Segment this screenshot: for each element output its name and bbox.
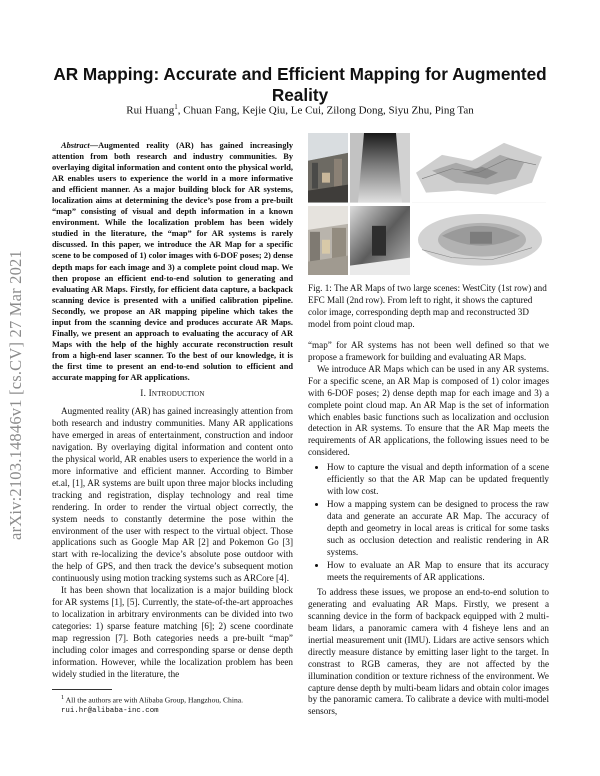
first-author: Rui Huang	[126, 104, 175, 117]
right-column	[308, 133, 549, 718]
efc-mall-color-image	[308, 206, 348, 276]
author-affiliation-mark: 1	[174, 103, 178, 111]
footnote-mark: 1	[61, 693, 65, 701]
left-column	[52, 140, 293, 716]
abstract-text: —Augmented reality (AR) has gained increasingly attention from both research and industry communities. By overlaying digital information and content onto the physical world, AR enables users to experience the world in a more informative and efficient manner. As a major building block for AR systems, localization aims at determining the device’s pose from a pre-built “map” consisting of visual and depth information in a known environment. While the localization problem has been widely studied in the literature, the “map” for AR systems is rarely discussed. In this paper, we introduce the AR Map for a specific scene to be composed of 1) color images with 6-DOF poses; 2) dense depth maps for each image and 3) a complete point cloud map. We then propose an efficient end-to-end solution to generating and evaluating AR Maps. Firstly, for efficient data capture, a backpack scanning device is presented with a unified calibration pipeline. Secondly, we propose an AR mapping pipeline which takes the input from the scanning device and produces accurate AR Maps. Finally, we present an approach to evaluating the accuracy of AR Maps with the help of the highly accurate reconstruction result from a high-end laser scanner. To the best of our knowledge, it is the first time to present an end-to-end solution to efficient and accurate mapping for AR applications.	[52, 141, 293, 382]
intro-paragraph: Augmented reality (AR) has gained increasingly attention from both research and industry communities. Many AR applications have emerged in areas of entertainment, construction and indoor navigation. By overlaying digital information and content onto the physical world, AR enables users to experience the world in a more informative and efficient manner. According to Bimber et.al, [1], AR systems are built upon three major blocks including tracking and registration, display technology and real time rendering. In order to render the virtual object correctly, the system needs to constantly determine the pose within the environment of the user with respect to the virtual object. Those applications such as Google Map AR [2] and Pokemon Go [3] start with re-localizing the device’s absolute pose outdoor with the help of GPS, and then track the device’s subsequent motion continuously using motion tracking systems such as ARCore [4].	[52, 405, 293, 584]
arxiv-identifier-stamp	[1, 230, 31, 560]
issues-bullet-list	[308, 462, 549, 584]
bullet-item: • How to evaluate an AR Map to ensure that its accuracy meets the requirements of AR applications.	[327, 560, 549, 584]
other-authors: , Chuan Fang, Kejie Qiu, Le Cui, Zilong Dong, Siyu Zhu, Ping Tan	[177, 104, 474, 117]
efc-mall-depth-map	[350, 206, 410, 276]
westcity-color-image	[308, 133, 348, 203]
figure-1-image-grid	[308, 133, 549, 275]
section-number: I.	[140, 389, 149, 400]
body-paragraph-continued: “map” for AR systems has not been well defined so that we propose a framework for building and evaluating AR Maps.	[308, 339, 549, 362]
intro-paragraph: It has been shown that localization is a major building block for AR systems [1], [5]. Currently, the state-of-the-art approaches to localization in arbitrary environments can be divided into two categories: 1) sparse feature matching [6]; 2) scene coordinate map regression [7]. Both categories needs a pre-built “map” including color images and corresponding sparse or dense depth information. However, while the localization problem has been widely studied in the literature, the	[52, 585, 293, 679]
figure-1-caption: Fig. 1: The AR Maps of two large scenes: WestCity (1st row) and EFC Mall (2nd row). From left to right, it shows the captured color image, corresponding depth map and reconstructed 3D model from point cloud map.	[308, 283, 547, 329]
section-heading-introduction	[52, 389, 293, 401]
paper-title: AR Mapping: Accurate and Efficient Mapping for Augmented Reality	[53, 64, 547, 105]
arxiv-identifier-text: arXiv:2103.14846v1 [cs.CV] 27 Mar 2021	[6, 250, 25, 540]
abstract	[52, 140, 293, 383]
footnote-divider	[52, 689, 112, 690]
efc-mall-3d-model	[412, 206, 546, 276]
section-title: Introduction	[148, 389, 205, 400]
body-paragraph: To address these issues, we propose an end-to-end solution to generating and evaluating AR Maps. Firstly, we present a scanning device in the form of backpack equipped with 2 multi-beam lidars, a panoramic camera with 4 fisheye lens and an inertial measurement unit (IMU). Lidars are active sensors which directly measure distance by emitting laser light to the target. In constrast to RGB cameras, they are not affected by the illumination condition or texture richness of the environment. We capture dense depth by multi-beam lidars and obtain color images by the panoramic camera. To calibrate a device with multi-model sensors,	[308, 586, 549, 717]
bullet-item: • How a mapping system can be designed to process the raw data and generate an accurate AR Map. The accuracy of depth and geometry in local areas is critical for some tasks such as occlusion detection and realistic rendering in AR systems.	[327, 499, 549, 559]
footnote-email: rui.hr@alibaba-inc.com	[61, 706, 159, 715]
body-paragraph: We introduce AR Maps which can be used in any AR systems. For a specific scene, an AR Map is composed of 1) color images with 6-DOF poses; 2) dense depth map for each image and 3) a complete point cloud map. An AR Map is the set of information which enables basic functions such as localization and occlusion detection in AR systems. To ensure that the AR Map meets the requirements of AR applications, the following issues need to be considered.	[308, 363, 549, 458]
westcity-depth-map	[350, 133, 410, 203]
footnote-text: All the authors are with Alibaba Group, Hangzhou, China.	[64, 695, 244, 705]
footnote	[52, 693, 293, 716]
abstract-lead: Abstract	[61, 141, 90, 150]
westcity-3d-model	[412, 133, 546, 203]
bullet-item: • How to capture the visual and depth information of a scene efficiently so that the AR Map can be updated frequently with low cost.	[327, 462, 549, 498]
author-list	[40, 103, 560, 117]
